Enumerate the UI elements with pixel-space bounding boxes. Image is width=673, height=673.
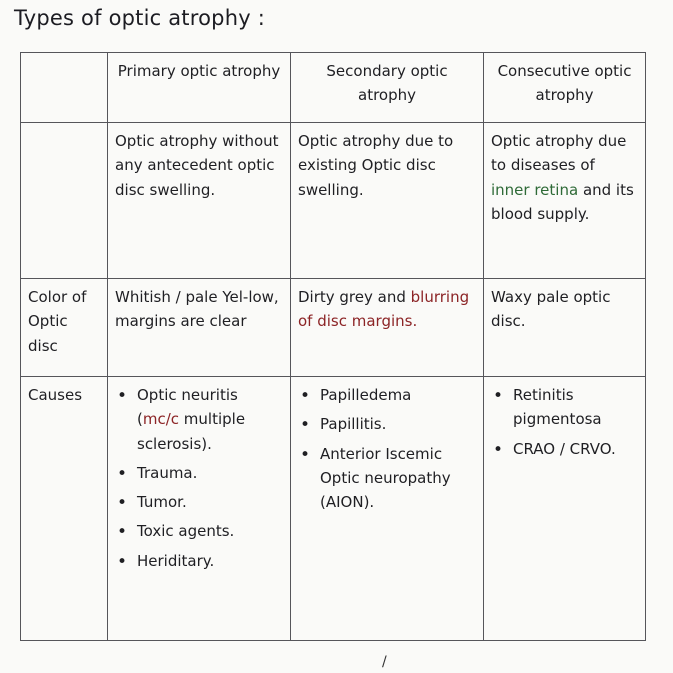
definition-secondary: Optic atrophy due to existing Optic disc swelling. (291, 123, 484, 279)
secondary-causes-list (298, 383, 476, 514)
definition-label (21, 123, 108, 279)
list-item: • Anterior Iscemic Optic neuropathy (AION). (298, 442, 476, 515)
header-primary: Primary optic atrophy (108, 53, 291, 123)
primary-causes-list (115, 383, 283, 573)
pen-stroke-mark: / (382, 654, 387, 670)
causes-consecutive (484, 377, 646, 641)
list-item: • Trauma. (115, 461, 283, 485)
multiple-sclerosis-text: multiple sclerosis). (137, 410, 246, 453)
causes-secondary (291, 377, 484, 641)
page-title: Types of optic atrophy : (14, 6, 265, 30)
list-item: • CRAO / CRVO. (491, 437, 638, 461)
list-item (115, 383, 283, 456)
causes-row (21, 377, 646, 641)
definition-consecutive-text-2: and its blood supply. (491, 180, 634, 223)
causes-label: Causes (21, 377, 108, 641)
color-secondary (291, 279, 484, 377)
optic-neuritis-text: Optic neuritis ( (137, 386, 238, 429)
header-consecutive: Consecutive optic atrophy (484, 53, 646, 123)
list-item: • Papilledema (298, 383, 476, 407)
header-secondary: Secondary optic atrophy (291, 53, 484, 123)
color-label: Color of Optic disc (21, 279, 108, 377)
list-item: • Papillitis. (298, 412, 476, 436)
list-item: • Retinitis pigmentosa (491, 383, 638, 432)
definition-consecutive (484, 123, 646, 279)
optic-atrophy-table (20, 52, 646, 641)
list-item: • Heriditary. (115, 549, 283, 573)
blurring-highlight: blurring of disc margins. (298, 288, 470, 331)
list-item: • Tumor. (115, 490, 283, 514)
color-row (21, 279, 646, 377)
header-row (21, 53, 646, 123)
definition-row (21, 123, 646, 279)
definition-consecutive-text-1: Optic atrophy due to diseases of (491, 132, 627, 175)
list-item: • Toxic agents. (115, 519, 283, 543)
consecutive-causes-list (491, 383, 638, 461)
color-secondary-text: Dirty grey and (298, 288, 411, 306)
color-primary: Whitish / pale Yel-low, margins are clear (108, 279, 291, 377)
mc-c-highlight: mc/c (142, 410, 180, 429)
definition-primary: Optic atrophy without any antecedent optic disc swelling. (108, 123, 291, 279)
inner-retina-highlight: inner retina (491, 180, 579, 199)
header-empty-cell (21, 53, 108, 123)
causes-primary (108, 377, 291, 641)
color-consecutive: Waxy pale optic disc. (484, 279, 646, 377)
